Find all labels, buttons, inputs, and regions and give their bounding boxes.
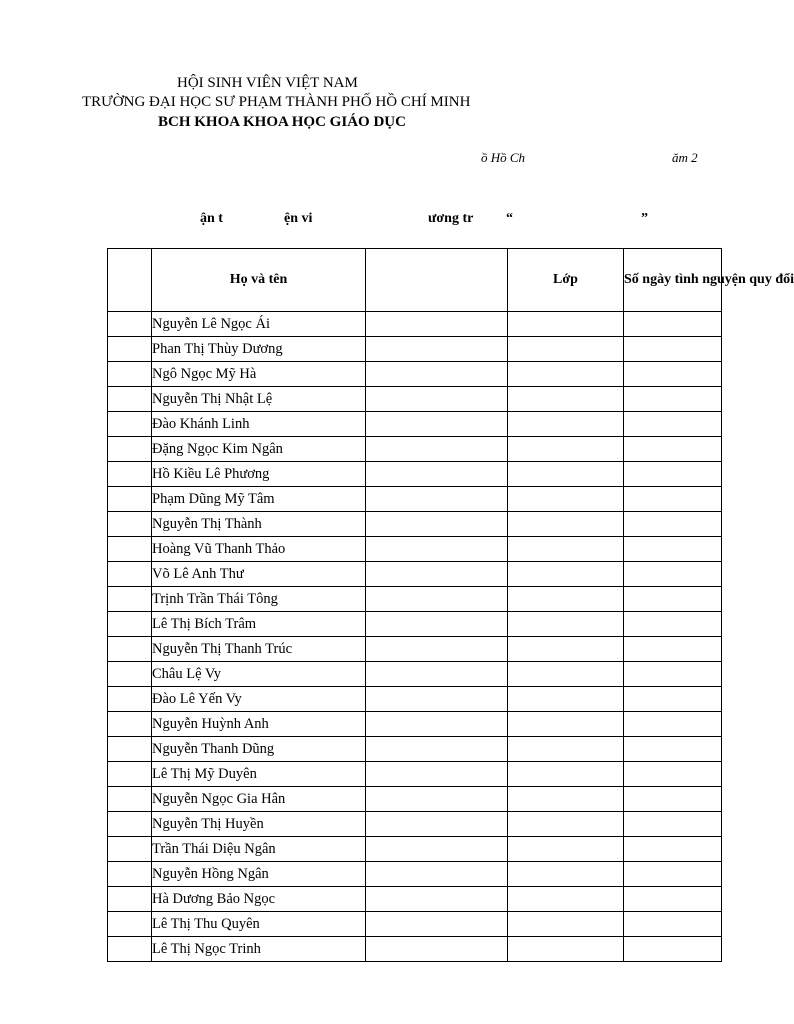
class-cell (508, 862, 624, 887)
document-title-close-quote: ” (641, 211, 648, 226)
index-cell (108, 737, 152, 762)
document-title-fragment: ận t (200, 211, 223, 226)
index-cell (108, 487, 152, 512)
student-name-cell: Lê Thị Bích Trâm (152, 612, 366, 637)
class-cell (508, 487, 624, 512)
blank-cell (366, 887, 508, 912)
volunteer-days-cell (624, 637, 722, 662)
faculty-committee: BCH KHOA KHOA HỌC GIÁO DỤC (158, 114, 406, 130)
student-name-cell: Trần Thái Diệu Ngân (152, 837, 366, 862)
student-name-cell: Nguyễn Ngọc Gia Hân (152, 787, 366, 812)
blank-cell (366, 812, 508, 837)
volunteer-days-cell (624, 362, 722, 387)
index-cell (108, 837, 152, 862)
student-name-cell: Nguyễn Thanh Dũng (152, 737, 366, 762)
blank-cell (366, 737, 508, 762)
blank-cell (366, 612, 508, 637)
table-row (108, 812, 722, 837)
class-cell (508, 387, 624, 412)
table-row (108, 937, 722, 962)
index-cell (108, 637, 152, 662)
table-row (108, 712, 722, 737)
column-header-class: Lớp (508, 249, 624, 312)
index-cell (108, 612, 152, 637)
volunteer-days-cell (624, 612, 722, 637)
org-name: HỘI SINH VIÊN VIỆT NAM (177, 75, 358, 91)
class-cell (508, 812, 624, 837)
student-name-cell: Hồ Kiều Lê Phương (152, 462, 366, 487)
document-title-fragment: ương tr (428, 211, 474, 226)
volunteer-days-cell (624, 912, 722, 937)
index-cell (108, 412, 152, 437)
table-row (108, 762, 722, 787)
class-cell (508, 512, 624, 537)
blank-cell (366, 362, 508, 387)
table-header-row (108, 249, 722, 312)
blank-cell (366, 837, 508, 862)
volunteer-days-cell (624, 462, 722, 487)
table-row (108, 462, 722, 487)
class-cell (508, 887, 624, 912)
table-row (108, 512, 722, 537)
blank-cell (366, 787, 508, 812)
student-name-cell: Nguyễn Hồng Ngân (152, 862, 366, 887)
column-header-name: Họ và tên (152, 249, 366, 312)
volunteer-days-cell (624, 312, 722, 337)
student-name-cell: Phan Thị Thùy Dương (152, 337, 366, 362)
class-cell (508, 637, 624, 662)
class-cell (508, 312, 624, 337)
student-name-cell: Nguyễn Thị Huyền (152, 812, 366, 837)
index-cell (108, 712, 152, 737)
student-name-cell: Châu Lệ Vy (152, 662, 366, 687)
volunteer-days-cell (624, 437, 722, 462)
index-cell (108, 462, 152, 487)
student-name-cell: Võ Lê Anh Thư (152, 562, 366, 587)
blank-cell (366, 437, 508, 462)
table-row (108, 337, 722, 362)
class-cell (508, 787, 624, 812)
blank-cell (366, 662, 508, 687)
volunteer-days-cell (624, 862, 722, 887)
volunteer-days-cell (624, 812, 722, 837)
column-header-volunteer-days: Số ngày tình nguyện quy đổi (624, 249, 722, 312)
blank-cell (366, 512, 508, 537)
student-name-cell: Nguyễn Thị Thành (152, 512, 366, 537)
table-row (108, 887, 722, 912)
table-row (108, 362, 722, 387)
student-name-cell: Lê Thị Thu Quyên (152, 912, 366, 937)
class-cell (508, 737, 624, 762)
blank-cell (366, 462, 508, 487)
document-title-open-quote: “ (506, 211, 513, 226)
student-name-cell: Hà Dương Bảo Ngọc (152, 887, 366, 912)
class-cell (508, 687, 624, 712)
date-line-fragment: ồ Hồ Ch (481, 150, 526, 165)
class-cell (508, 537, 624, 562)
table-row (108, 862, 722, 887)
table-row (108, 687, 722, 712)
table-row (108, 412, 722, 437)
class-cell (508, 612, 624, 637)
document-title-fragment: ện vi (284, 211, 313, 226)
index-cell (108, 787, 152, 812)
table-row (108, 737, 722, 762)
index-cell (108, 937, 152, 962)
volunteer-days-cell (624, 562, 722, 587)
volunteer-roster-table (107, 248, 794, 962)
index-cell (108, 437, 152, 462)
class-cell (508, 412, 624, 437)
student-name-cell: Nguyễn Huỳnh Anh (152, 712, 366, 737)
volunteer-days-cell (624, 712, 722, 737)
volunteer-days-cell (624, 537, 722, 562)
class-cell (508, 562, 624, 587)
blank-cell (366, 637, 508, 662)
blank-cell (366, 687, 508, 712)
blank-cell (366, 712, 508, 737)
student-name-cell: Đào Lê Yến Vy (152, 687, 366, 712)
blank-cell (366, 537, 508, 562)
table-row (108, 562, 722, 587)
table-row (108, 487, 722, 512)
table-row (108, 537, 722, 562)
student-name-cell: Đào Khánh Linh (152, 412, 366, 437)
student-name-cell: Ngô Ngọc Mỹ Hà (152, 362, 366, 387)
table-row (108, 612, 722, 637)
volunteer-days-cell (624, 512, 722, 537)
volunteer-days-cell (624, 687, 722, 712)
student-name-cell: Hoàng Vũ Thanh Thảo (152, 537, 366, 562)
blank-cell (366, 762, 508, 787)
index-cell (108, 662, 152, 687)
blank-cell (366, 337, 508, 362)
index-cell (108, 887, 152, 912)
table-row (108, 662, 722, 687)
index-cell (108, 562, 152, 587)
table-row (108, 387, 722, 412)
index-cell (108, 862, 152, 887)
blank-cell (366, 912, 508, 937)
blank-cell (366, 562, 508, 587)
volunteer-days-cell (624, 387, 722, 412)
index-cell (108, 312, 152, 337)
class-cell (508, 462, 624, 487)
student-name-cell: Nguyễn Thị Thanh Trúc (152, 637, 366, 662)
class-cell (508, 912, 624, 937)
university-name: TRƯỜNG ĐẠI HỌC SƯ PHẠM THÀNH PHỐ HỒ CHÍ MINH (82, 94, 471, 110)
index-cell (108, 512, 152, 537)
class-cell (508, 587, 624, 612)
student-name-cell: Đặng Ngọc Kim Ngân (152, 437, 366, 462)
student-name-cell: Lê Thị Ngọc Trinh (152, 937, 366, 962)
volunteer-days-cell (624, 837, 722, 862)
date-line-fragment: ăm 2 (672, 150, 698, 165)
student-name-cell: Nguyễn Lê Ngọc Ái (152, 312, 366, 337)
volunteer-days-cell (624, 337, 722, 362)
class-cell (508, 662, 624, 687)
volunteer-days-cell (624, 587, 722, 612)
table-row (108, 837, 722, 862)
table-row (108, 912, 722, 937)
index-cell (108, 812, 152, 837)
class-cell (508, 362, 624, 387)
student-name-cell: Nguyễn Thị Nhật Lệ (152, 387, 366, 412)
class-cell (508, 762, 624, 787)
volunteer-days-cell (624, 412, 722, 437)
class-cell (508, 337, 624, 362)
index-cell (108, 762, 152, 787)
blank-cell (366, 487, 508, 512)
roster-body (108, 312, 722, 962)
table-row (108, 437, 722, 462)
table-row (108, 787, 722, 812)
index-cell (108, 537, 152, 562)
blank-cell (366, 587, 508, 612)
class-cell (508, 437, 624, 462)
blank-cell (366, 412, 508, 437)
index-cell (108, 337, 152, 362)
volunteer-days-cell (624, 762, 722, 787)
student-name-cell: Trịnh Trần Thái Tông (152, 587, 366, 612)
column-header-blank (366, 249, 508, 312)
volunteer-days-cell (624, 937, 722, 962)
index-cell (108, 387, 152, 412)
student-name-cell: Lê Thị Mỹ Duyên (152, 762, 366, 787)
volunteer-days-cell (624, 787, 722, 812)
index-cell (108, 587, 152, 612)
table-row (108, 587, 722, 612)
student-name-cell: Phạm Dũng Mỹ Tâm (152, 487, 366, 512)
table-row (108, 312, 722, 337)
blank-cell (366, 387, 508, 412)
index-cell (108, 687, 152, 712)
volunteer-days-cell (624, 487, 722, 512)
class-cell (508, 937, 624, 962)
volunteer-days-cell (624, 887, 722, 912)
index-cell (108, 362, 152, 387)
blank-cell (366, 862, 508, 887)
blank-cell (366, 312, 508, 337)
volunteer-days-cell (624, 737, 722, 762)
volunteer-days-cell (624, 662, 722, 687)
class-cell (508, 837, 624, 862)
table-row (108, 637, 722, 662)
column-header-index (108, 249, 152, 312)
class-cell (508, 712, 624, 737)
index-cell (108, 912, 152, 937)
blank-cell (366, 937, 508, 962)
